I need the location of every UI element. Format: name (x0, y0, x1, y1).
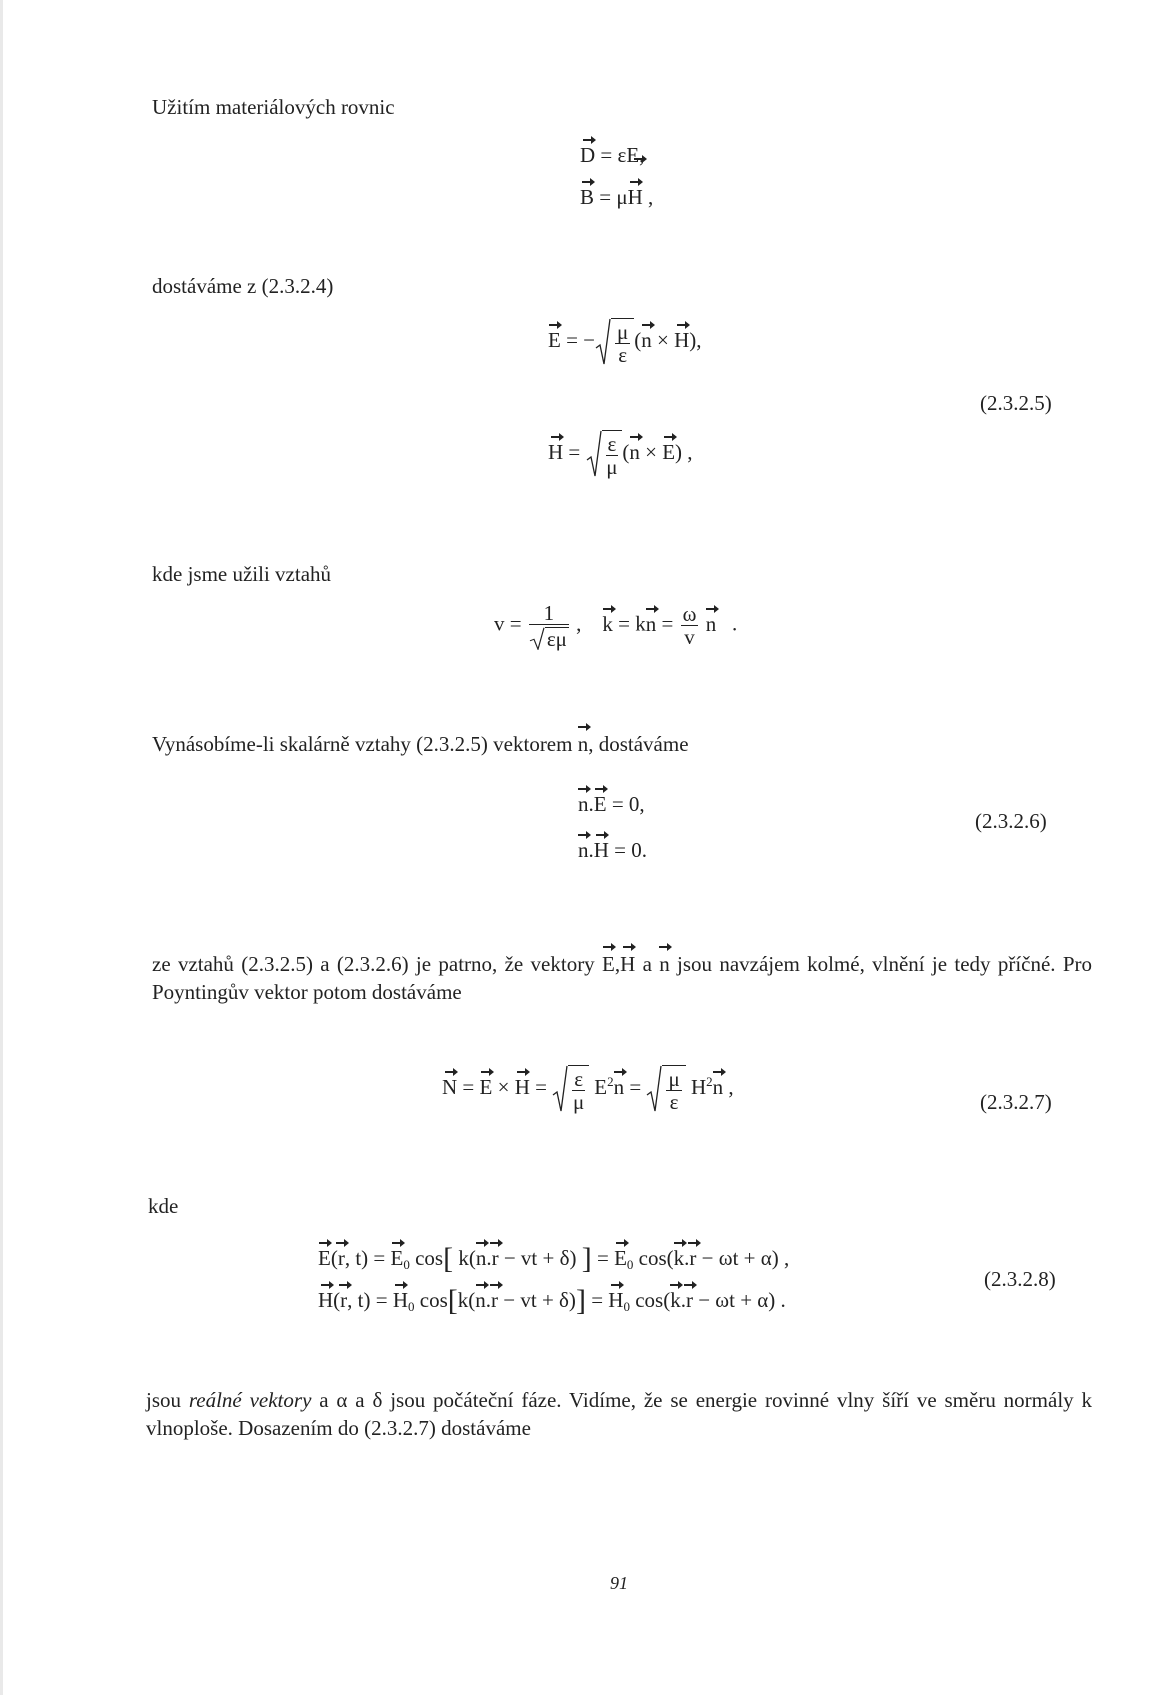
equation-number-2327: (2.3.2.7) (980, 1090, 1052, 1114)
equation-v-and-k: v = $\frac{1}{\varepsilon\mu}$ , k = kn = $\frac{\omega}{v}$ n . (494, 601, 738, 651)
paragraph-kde: kde (148, 1194, 179, 1218)
equation-e-field-real: E(r, $t) = E_0$ cos[ k(n.r − vt + δ) ] = $E_0$ cos(k.r − ωt + α) , (318, 1242, 790, 1275)
paragraph-dostavame: dostáváme z (2.3.2.4) (152, 274, 334, 298)
equation-h-from-e: H = $\frac{\varepsilon}{\mu}$ (n × E) , (548, 432, 693, 479)
scan-edge-shadow (0, 0, 3, 1695)
equation-n-dot-h: n.H = 0. (578, 838, 648, 862)
equation-number-2325: (2.3.2.5) (980, 391, 1052, 415)
page-number: 91 (610, 1573, 628, 1593)
paragraph-kde-jsme-uzili: kde jsme užili vztahů (152, 562, 332, 586)
paragraph-material-equations: Užitím materiálových rovnic (152, 95, 395, 119)
equation-poynting-vector: N = E × H = $\frac{\varepsilon}{\mu}$ $E^2n$ = $\frac{\mu}{\varepsilon}$ $H^2n$ , (442, 1067, 734, 1114)
paragraph-vynasobime: Vynásobíme-li skalárně vztahy (2.3.2.5) vektorem n, dostáváme (152, 732, 689, 756)
paragraph-jsou-realne: jsou reálné vektory a α a δ jsou počáteční fáze. Vidíme, že se energie rovinné vlny šíří ve směru normály k vlnoploše. Dosazením do (2.3.2.7) dostáváme (146, 1388, 1093, 1440)
emphasis-realne-vektory: reálné vektory (188, 1388, 312, 1412)
equation-b-mu-h: B = μH , (580, 185, 654, 209)
equation-n-dot-e: n.E = 0, (578, 792, 645, 816)
paragraph-ze-vztahu: ze vztahů (2.3.2.5) a (2.3.2.6) je patrno, že vektory E,H a n jsou navzájem kolmé, vlnění je tedy příčné. Pro Poyntingův vektor potom dostáváme (152, 952, 1093, 1004)
equation-d-eps-e: D = εE, (580, 143, 645, 167)
equation-e-from-h: E = − $\frac{\mu}{\varepsilon}$ (n × H), (548, 320, 702, 367)
equation-h-field-real: H(r, $t) = H_0$ cos[k(n.r − vt + $\delta)] = H_0$ cos(k.r − ωt + α) . (318, 1284, 786, 1317)
equation-number-2326: (2.3.2.6) (975, 809, 1047, 833)
equation-number-2328: (2.3.2.8) (984, 1267, 1056, 1291)
